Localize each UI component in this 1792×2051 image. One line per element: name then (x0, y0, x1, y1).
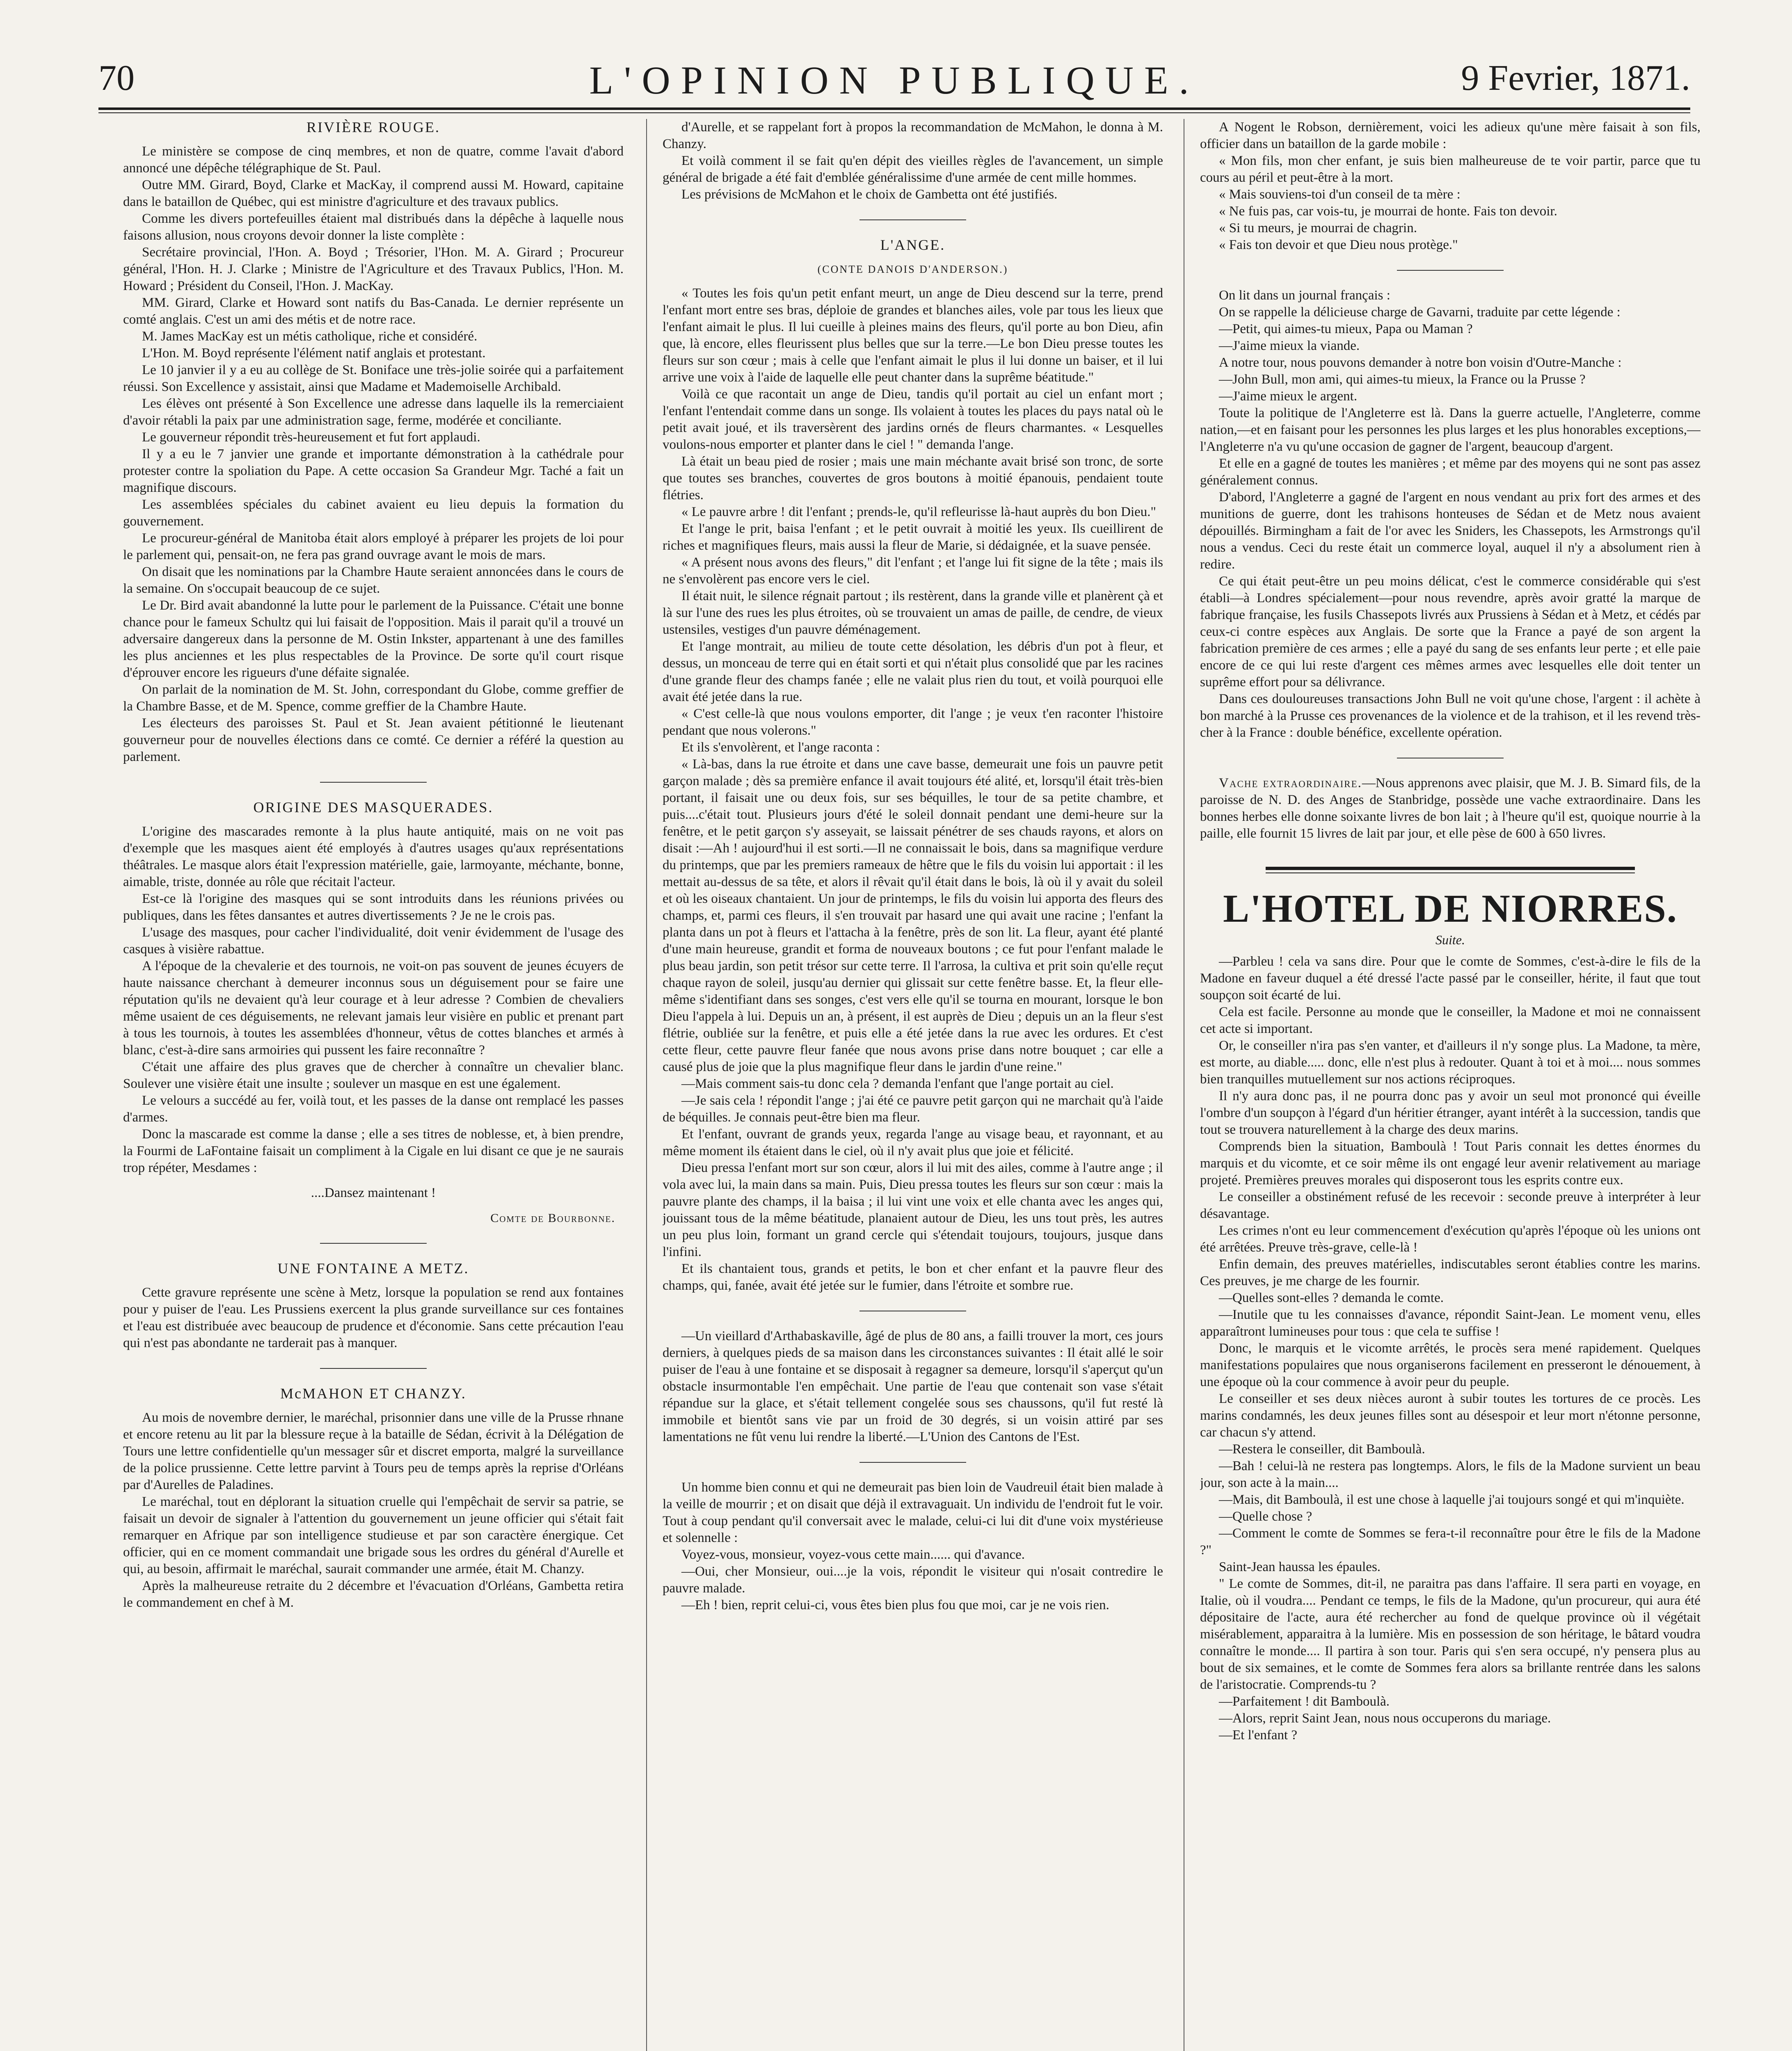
column-2 (663, 119, 1163, 2051)
paragraph: Comme les divers portefeuilles étaient mal distribués dans la dépêche à laquelle nous faisons allusion, nous croyons devoir donner la liste complète : (123, 211, 624, 243)
paragraph: —Comment le comte de Sommes se fera-t-il reconnaître pour être le fils de la Madone ?" (1200, 1526, 1701, 1558)
paragraph: —J'aime mieux la viande. (1219, 338, 1360, 353)
paragraph: d'Aurelle, et se rappelant fort à propos la recommandation de McMahon, le donna à M. Chanzy. (663, 120, 1163, 151)
paragraph: Outre MM. Girard, Boyd, Clarke et MacKay, il comprend aussi M. Howard, capitaine dans le bataillon de Québec, qui est ministre d'agriculture et des travaux publics. (123, 178, 624, 209)
paragraph: Là était un beau pied de rosier ; mais une main méchante avait brisé son tronc, de sorte que toutes ses branches, couvertes de gros boutons à moitié épanouis, pendaient toute flétries. (663, 454, 1163, 502)
paragraph: L'Hon. M. Boyd représente l'élément natif anglais et protestant. (142, 346, 486, 361)
paragraph: Le ministère se compose de cinq membres, et non de quatre, comme l'avait d'abord annoncé une dépêche télégraphique de St. Paul. (123, 144, 624, 176)
paragraph: Le conseiller et ses deux nièces auront à subir toutes les tortures de ce procès. Les marins condamnés, les deux jeunes filles sont au désespoir et leur mort n'étonne personne, car chacun s'y attend. (1200, 1391, 1701, 1440)
paragraph: Les électeurs des paroisses St. Paul et St. Jean avaient pétitionné le lieutenant gouverneur pour de nouvelles élections dans ce comté. Ce dernier a référé la question au parlement. (123, 716, 624, 764)
paragraph: Dieu pressa l'enfant mort sur son cœur, alors il lui mit des ailes, comme à l'autre ange ; il vola avec lui, la main dans sa main. Puis, Dieu pressa toutes les fleurs sur son cœur : mais la pauvre plante des champs, il la baisa ; il lui vint une voix et elle chanta avec les anges qui, jouissant tous de la même béatitude, planaient autour de Dieu, les uns tout près, les autres un peu plus loin, formant un grand cercle qui s'étendait toujours, toujours, jusque dans l'infini. (663, 1160, 1163, 1259)
paragraph: On lit dans un journal français : (1219, 288, 1390, 303)
paragraph: Est-ce là l'origine des masques qui se sont introduits dans les réunions privées ou publiques, dans les fêtes dansantes et autres divertissements ? Je ne le crois pas. (123, 891, 624, 923)
article-vache (1200, 775, 1701, 842)
paragraph: Enfin demain, des preuves matérielles, indiscutables seront établies contre les marins. Ces preuves, je me charge de les fournir. (1200, 1257, 1701, 1288)
paragraph: « Fais ton devoir et que Dieu nous protège." (1219, 238, 1458, 252)
paragraph: Et elle en a gagné de toutes les manières ; et même par des moyens qui ne sont pas assez généralement connus. (1200, 456, 1701, 488)
paragraph: Voilà ce que racontait un ange de Dieu, tandis qu'il portait au ciel un enfant mort ; l'enfant l'entendait comme dans un songe. Ils volaient à toutes les places du pays natal où le petit avait joué, et ils traversèrent des jardins ornés de fleurs charmantes. « Lesquelles voulons-nous emporter et planter dans le ciel ! " demanda l'ange. (663, 387, 1163, 452)
paragraph: « Toutes les fois qu'un petit enfant meurt, un ange de Dieu descend sur la terre, prend l'enfant mort entre ses bras, déploie de grandes et blanches ailes, vole par tous les lieux que l'enfant aimait le plus. Il lui cueille à pleines mains des fleurs, qu'il porte au bon Dieu, afin que, là encore, elles fleurissent plus belles que sur la terre.—Le bon Dieu presse toutes les fleurs sur son cœur ; mais à celle que l'enfant aimait le plus il lui donne un baiser, et il lui arrive une voix à l'aide de laquelle elle peut chanter dans la suprême béatitude." (663, 286, 1163, 385)
paragraph: —Et l'enfant ? (1219, 1728, 1298, 1743)
paragraph: Après la malheureuse retraite du 2 décembre et l'évacuation d'Orléans, Gambetta retira le commandement en chef à M. (123, 1578, 624, 1610)
paragraph: Le maréchal, tout en déplorant la situation cruelle qui l'empêchait de servir sa patrie, se faisait un devoir de signaler à l'attention du gouvernement un jeune officier qui s'était fait remarquer en Afrique par son intelligence studieuse et par son caractère énergique. Cet officier, qui en ce moment commandait une brigade sous les ordres du général d'Aurelle et qui, au besoin, affirmait le maréchal, saurait commander une armée, était M. Chanzy. (123, 1494, 624, 1576)
paragraph: Or, le conseiller n'ira pas s'en vanter, et d'ailleurs il n'y songe plus. La Madone, ta mère, est morte, au diable..... donc, elle n'est plus à redouter. Quant à toi et à moi.... nous sommes bien tranquilles mutuellement sur nos actions réciproques. (1200, 1038, 1701, 1087)
article-homme-vaudreuil (663, 1479, 1163, 1614)
paragraph: —Parfaitement ! dit Bamboulà. (1219, 1694, 1390, 1709)
masthead (98, 57, 1690, 107)
paragraph: Le Dr. Bird avait abandonné la lutte pour le parlement de la Puissance. C'était une bonne chance pour le fameux Schultz qui lui faisait de l'opposition. Mais il parait qu'il a trouvé un adversaire dangereux dans la personne de M. Ostin Inkster, appartenant à une des familles les plus anciennes et les plus respectables de la Province. De sorte qu'il court risque d'éprouver encore les rigueurs d'une défaite signalée. (123, 598, 624, 680)
paragraph: A Nogent le Robson, dernièrement, voici les adieux qu'une mère faisait à son fils, officier dans un bataillon de la garde mobile : (1200, 120, 1701, 151)
paragraph: C'était une affaire des plus graves que de chercher à connaître un chevalier blanc. Soulever une visière était une insulte ; soulever un masque en est une également. (123, 1060, 624, 1091)
masthead-rule-thin (98, 112, 1690, 113)
paragraph: Donc la mascarade est comme la danse ; elle a ses titres de noblesse, et, à bien prendre, la Fourmi de LaFontaine faisait un compliment à la Cigale en lui disant ce que je ne saurais trop répéter, Mesdames : (123, 1127, 624, 1175)
paragraph: Le conseiller a obstinément refusé de les recevoir : seconde preuve à interpréter à leur désavantage. (1200, 1190, 1701, 1221)
article-mcmahon (123, 1409, 624, 1611)
paragraph: « A présent nous avons des fleurs," dit l'enfant ; et l'ange lui fit signe de la tête ; mais ils ne s'envolèrent pas encore vers le ciel. (663, 555, 1163, 587)
paragraph: Un homme bien connu et qui ne demeurait pas bien loin de Vaudreuil était bien malade à la veille de mourrir ; et on disait que déjà il extravaguait. Un individu de l'endroit fut le voir. Tout à coup pendant qu'il conversait avec le malade, celui-ci lui dit d'une voix mystérieuse et solennelle : (663, 1480, 1163, 1545)
paragraph: Le gouverneur répondit très-heureusement et fut fort applaudi. (142, 430, 480, 445)
column-divider (646, 119, 647, 2051)
paragraph: Et l'ange montrait, au milieu de toute cette désolation, les débris d'un pot à fleur, et dessus, un monceau de terre qui en était sorti et qui n'était plus consolidé que par les racines d'une grande fleur des champs fanée ; elle ne valait plus rien du tout, et voilà pourquoi elle avait été jetée dans la rue. (663, 639, 1163, 704)
article-title-fontaine: UNE FONTAINE A METZ. (277, 1260, 469, 1277)
paragraph: —Je sais cela ! répondit l'ange ; j'ai été ce pauvre petit garçon qui ne marchait qu'à l'aide de béquilles. Je connais peut-être bien ma fleur. (663, 1093, 1163, 1125)
paragraph: Le velours a succédé au fer, voilà tout, et les passes de la danse ont remplacé les passes d'armes. (123, 1093, 624, 1125)
paragraph: " Le comte de Sommes, dit-il, ne paraitra pas dans l'affaire. Il sera parti en voyage, en Italie, où il voudra.... Pendant ce temps, le fils de la Madone, qu'un procureur, qui aura été dépositaire de l'acte, aura été rechercher au fond de quelque province où il végétait misérablement, apparaitra à la lumière. Mis en possession de son héritage, le bâtard voudra connaître le monde.... Il partira à son tour. Paris qui s'en sera occupé, n'y pensera plus au bout de six semaines, et le comte de Sommes fera alors sa brillante rentrée dans les salons de l'aristocratie. Comprends-tu ? (1200, 1576, 1701, 1692)
paragraph: L'origine des mascarades remonte à la plus haute antiquité, mais on ne voit pas d'exemple que les masques aient été employés à d'autres usages qu'aux représentations théâtrales. Le masque alors était l'expression matérielle, gaie, larmoyante, méchante, bonne, aimable, triste, donnée au rôle que récitait l'acteur. (123, 824, 624, 889)
article-vieillard: —Un vieillard d'Arthabaskaville, âgé de plus de 80 ans, a failli trouver la mort, ces jours derniers, à quelques pieds de sa maison dans les circonstances suivantes : Il était allé le soir puiser de l'eau à une fontaine et se disposait à regagner sa demeure, lorsqu'il s'aperçut qu'un obstacle insurmontable l'en empêchait. Une partie de l'eau que contenait son vase s'était répandue sur la glace, et s'était tellement congelée sous ses chaussons, qu'il fut resté là immobile et bientôt sans vie par un froid de 30 degrés, si un voisin attiré par ses lamentations ne fût venu lui rendre la liberté.—L'Union des Cantons de l'Est. (663, 1329, 1163, 1444)
paragraph: —Eh ! bien, reprit celui-ci, vous êtes bien plus fou que moi, car je ne vois rien. (681, 1598, 1109, 1612)
paragraph: —Quelles sont-elles ? demanda le comte. (1219, 1290, 1444, 1305)
paragraph: Et voilà comment il se fait qu'en dépit des vieilles règles de l'avancement, un simple général de brigade a été fait d'emblée généralissime d'une armée de cent mille hommes. (663, 153, 1163, 185)
paragraph: Les assemblées spéciales du cabinet avaient eu lieu depuis la formation du gouvernement. (123, 497, 624, 529)
paragraph: « Là-bas, dans la rue étroite et dans une cave basse, demeurait une fois un pauvre petit garçon malade ; dès sa première enfance il avait toujours été alité, et, lorsqu'il était très-bien portant, il faisait une ou deux fois, sur ses béquilles, le tour de sa petite chambre, et puis....c'était tout. Plusieurs jours d'été le soleil donnait pendant une demi-heure sur la fenêtre, et le petit garçon s'y asseyait, se laissait pénétrer de ses chauds rayons, et alors on disait :—Ah ! aujourd'hui il est sorti.—Il ne connaissait le bois, dans sa magnifique verdure du printemps, que par les premiers rameaux de hêtre que le fils du voisin lui apportait : il les mettait au-dessus de sa tête, et alors il rêvait qu'il était dans le bois, là où il y avait du soleil et où les oiseaux chantaient. Un jour de printemps, le fils du voisin lui apporta des fleurs des champs, et, parmi ces fleurs, il s'en trouvait par hasard une qui avait une racine ; l'enfant la planta dans un pot à fleurs et l'attacha à la fenêtre, près de son lit. La fleur, ayant été planté d'une main heureuse, grandit et forma de nouveaux boutons ; ce fut pour l'enfant malade le plus beau jardin, son petit trésor sur cette terre. Il l'arrosa, la cultiva et prit soin qu'elle reçut chaque rayon de soleil, jusqu'au dernier qui glissait sur cette fenêtre basse. Et, la fleur elle-même s'identifiant dans ses songes, c'est vers elle qu'il se tourna en mourant, lorsque le bon Dieu l'appela à lui. Depuis un an, à présent, il est auprès de Dieu ; depuis un an la fleur s'est flétrie, oubliée sur la fenêtre, et puis elle a été jetée dans la rue avec les ordures. Et c'est cette fleur, cette pauvre fleur fanée que nous avons prise dans notre bouquet ; car elle a causé plus de joie que la plus magnifique fleur dans le jardin d'une reine." (663, 757, 1163, 1074)
paragraph: —Inutile que tu les connaisses d'avance, répondit Saint-Jean. Le moment venu, elles apparaîtront lumineuses pour tous : que cela te suffise ! (1200, 1307, 1701, 1339)
article-riviere-rouge (123, 143, 624, 765)
paragraph: Et l'enfant, ouvrant de grands yeux, regarda l'ange au visage beau, et rayonnant, et au même moment ils étaient dans le ciel, où il n'y avait plus que joie et félicité. (663, 1127, 1163, 1158)
paragraph: Les élèves ont présenté à Son Excellence une adresse dans laquelle ils la remerciaient d'avoir rétabli la paix par une administration sage, ferme, modérée et conciliante. (123, 396, 624, 428)
paragraph: —Mais, dit Bamboulà, il est une chose à laquelle j'ai toujours songé et qui m'inquiète. (1219, 1492, 1685, 1507)
article-divider (859, 1462, 966, 1463)
paragraph: L'usage des masques, pour cacher l'individualité, doit venir évidemment de l'usage des casques à visière rabattue. (123, 925, 624, 957)
issue-date: 9 Fevrier, 1871. (1461, 58, 1690, 98)
paragraph: Secrétaire provincial, l'Hon. A. Boyd ; Trésorier, l'Hon. M. A. Girard ; Procureur général, l'Hon. H. J. Clarke ; Ministre de l'Agriculture et des Travaux Publics, l'Hon. M. Howard ; Président du Conseil, l'Hon. J. MacKay. (123, 245, 624, 293)
heading-rule-thin (1266, 872, 1635, 873)
paragraph: Il y a eu le 7 janvier une grande et importante démonstration à la cathédrale pour protester contre la spoliation du Pape. A cette occasion Sa Grandeur Mgr. Taché a fait un magnifique discours. (123, 447, 624, 495)
paragraph: Et l'ange le prit, baisa l'enfant ; et le petit ouvrait à moitié les yeux. Ils cueillirent de riches et magnifiques fleurs, mais aussi la fleur de Marie, si dédaignée, et la suave pensée. (663, 521, 1163, 553)
article-title-masquerades: ORIGINE DES MASQUERADES. (253, 799, 494, 815)
article-title-ange: L'ANGE. (880, 237, 946, 253)
paragraph: « Mais souviens-toi d'un conseil de ta mère : (1219, 187, 1461, 202)
paragraph: On parlait de la nomination de M. St. John, correspondant du Globe, comme greffier de la Chambre Basse, et de M. Spence, comme greffier de la Chambre Haute. (123, 682, 624, 714)
masthead-rule (98, 107, 1690, 110)
paragraph: Les crimes n'ont eu leur commencement d'exécution qu'après l'époque où les unions ont été arrêtées. Preuve très-grave, celle-là ! (1200, 1223, 1701, 1255)
paragraph: Cela est facile. Personne au monde que le conseiller, la Madone et moi ne connaissent cet acte si important. (1200, 1005, 1701, 1036)
article-vache-text: —Nous apprenons avec plaisir, que M. J. B. Simard fils, de la paroisse de N. D. des Anges de Stanbridge, possède une vache extraordinaire. Dans les bonnes herbes elle donne soixante livres de bon lait ; à l'heure qu'il est, quoique nourrie à la paille, elle fournit 15 livres de lait par jour, et elle pèse de 600 à 650 livres. (1200, 776, 1701, 841)
article-divider (859, 219, 966, 220)
paragraph: Voyez-vous, monsieur, voyez-vous cette main...... qui d'avance. (681, 1547, 1025, 1562)
article-masquerades (123, 823, 624, 1176)
author-signature: Comte de Bourbonne. (490, 1211, 615, 1225)
journal-title: L'OPINION PUBLIQUE. (589, 58, 1200, 102)
paragraph: —Mais comment sais-tu donc cela ? demanda l'enfant que l'ange portait au ciel. (681, 1076, 1114, 1091)
article-title-riviere-rouge: RIVIÈRE ROUGE. (306, 119, 440, 135)
paragraph: Cette gravure représente une scène à Metz, lorsque la population se rend aux fontaines pour y puiser de l'eau. Les Prussiens exercent la plus grande surveillance sur ces fontaines et l'eau est distribuée avec beaucoup de prudence et d'économie. Sans cette précaution l'eau qui n'est pas abondante ne tarderait pas à manquer. (123, 1285, 624, 1350)
column-1 (123, 119, 624, 2051)
article-divider (320, 1243, 427, 1244)
paragraph: —Petit, qui aimes-tu mieux, Papa ou Maman ? (1219, 322, 1473, 336)
article-fontaine (123, 1284, 624, 1352)
paragraph: —John Bull, mon ami, qui aimes-tu mieux, la France ou la Prusse ? (1219, 372, 1586, 387)
paragraph: Le 10 janvier il y a eu au collège de St. Boniface une très-jolie soirée qui a parfaitement réussi. Son Excellence y assistait, ainsi que Madame et Mademoiselle Archibald. (123, 363, 624, 394)
article-divider (320, 1368, 427, 1369)
paragraph: On disait que les nominations par la Chambre Haute seraient annoncées dans le cours de la semaine. On s'occupait beaucoup de ce sujet. (123, 564, 624, 596)
paragraph: —Alors, reprit Saint Jean, nous nous occuperons du mariage. (1219, 1711, 1551, 1726)
paragraph: —J'aime mieux le argent. (1219, 389, 1358, 404)
paragraph: —Parbleu ! cela va sans dire. Pour que le comte de Sommes, c'est-à-dire le fils de la Madone en faveur duquel a été dressé l'acte passé par le conseiller, hérite, il faut que tout soupçon soit écarté de lui. (1200, 954, 1701, 1003)
paragraph: Le procureur-général de Manitoba était alors employé à préparer les projets de loi pour le parlement qui, pensait-on, ne fera pas grand ouvrage avant le mois de mars. (123, 531, 624, 562)
paragraph: —Quelle chose ? (1219, 1509, 1312, 1524)
paragraph: « Le pauvre arbre ! dit l'enfant ; prends-le, qu'il refleurisse là-haut auprès du bon Dieu." (681, 505, 1157, 519)
article-title-mcmahon: McMAHON ET CHANZY. (280, 1385, 466, 1402)
heading-rule-thick (1266, 867, 1635, 870)
article-divider (1397, 270, 1504, 271)
paragraph: Toute la politique de l'Angleterre est là. Dans la guerre actuelle, l'Angleterre, comme nation,—et en faisant pour les personnes les plus larges et les plus honorables exceptions,—l'Angleterre n'a vu qu'une occasion de gagner de l'argent, beaucoup d'argent. (1200, 406, 1701, 454)
paragraph: —Restera le conseiller, dit Bamboulà. (1219, 1442, 1425, 1457)
page-number: 70 (98, 58, 135, 98)
paragraph: Saint-Jean haussa les épaules. (1219, 1560, 1381, 1574)
paragraph: « Mon fils, mon cher enfant, je suis bien malheureuse de te voir partir, parce que tu cours au péril et peut-être à la mort. (1200, 153, 1701, 185)
paragraph: Comprends bien la situation, Bamboulà ! Tout Paris connait les dettes énormes du marquis et du vicomte, et ce soir même ils ont engagé leur avenir relativement au mariage projeté. Premières preuves morales qui disposeront tous les esprits contre eux. (1200, 1139, 1701, 1188)
article-title-hotel-niorres: L'HOTEL DE NIORRES. (1223, 886, 1678, 930)
paragraph: Dans ces douloureuses transactions John Bull ne voit qu'une chose, l'argent : il achète à bon marché à la Prusse ces provenances de la violence et de la trahison, et il les revend très-cher à la France : double bénéfice, excellente opération. (1200, 692, 1701, 740)
paragraph: Et ils chantaient tous, grands et petits, le bon et cher enfant et la pauvre fleur des champs, qui, fanée, avait été jetée sur le fumier, dans l'étroite et sombre rue. (663, 1261, 1163, 1293)
paragraph: D'abord, l'Angleterre a gagné de l'argent en nous vendant au prix fort des armes et des munitions de guerre, dont les trahisons honteuses de Sédan et de Metz nous avaient dépouillés. Birmingham a fait de l'or avec les Sniders, les Chassepots, les Armstrongs qu'il nous a vendus. Ceci du reste était un commerce loyal, auquel il n'y a absolument rien à redire. (1200, 490, 1701, 572)
paragraph: Et ils s'envolèrent, et l'ange raconta : (681, 740, 880, 755)
article-subtitle-ange: (CONTE DANOIS D'ANDERSON.) (817, 263, 1008, 275)
article-nogent (1200, 119, 1701, 254)
paragraph: —Oui, cher Monsieur, oui....je la vois, répondit le visiteur qui n'osait contredire le pauvre malade. (663, 1564, 1163, 1596)
paragraph: A notre tour, nous pouvons demander à notre bon voisin d'Outre-Manche : (1219, 355, 1622, 370)
article-ange (663, 285, 1163, 1294)
article-mcmahon-continued (663, 119, 1163, 203)
article-hotel-niorres (1200, 953, 1701, 1744)
paragraph: « Ne fuis pas, car vois-tu, je mourrai de honte. Fais ton devoir. (1219, 204, 1557, 219)
paragraph: Les prévisions de McMahon et le choix de Gambetta ont été justifiés. (681, 187, 1058, 202)
paragraph: M. James MacKay est un métis catholique, riche et considéré. (142, 329, 478, 344)
paragraph: « C'est celle-là que nous voulons emporter, dit l'ange ; je veux t'en raconter l'histoire pendant que nous volerons." (663, 706, 1163, 738)
column-3 (1200, 119, 1701, 2051)
paragraph: Il n'y aura donc pas, il ne pourra donc pas y avoir un seul mot prononcé qui éveille l'ombre d'un soupçon à l'égard d'un héritier étranger, ayant intérêt à la succession, tandis que tout se trouvera naturellement à la charge des deux marins. (1200, 1089, 1701, 1137)
paragraph: Ce qui était peut-être un peu moins délicat, c'est le commerce considérable qui s'est établi—à Londres spécialement—pour nous revendre, après avoir gratté la marque de fabrique française, les fusils Chassepots livrés aux Prussiens à Sédan et à Metz, et cédés par ceux-ci contre espèces aux Anglais. De sorte que la France a payé de son argent la fabrication première de ces armes ; elle a payé du sang de ses enfants leur perte ; et elle paie encore de ce qui lui reste d'argent ces mêmes armes avec lesquelles elle doit tenter un suprême effort pour sa délivrance. (1200, 574, 1701, 690)
article-divider (320, 782, 427, 783)
article-subtitle-suite: Suite. (1435, 932, 1465, 947)
article-vache-lead: Vache extraordinaire. (1219, 776, 1362, 790)
paragraph: Donc, le marquis et le vicomte arrêtés, le procès sera mené rapidement. Quelques manifestations populaires que nous organiserons facilement en presseront le dénouement, à une époque où la cour commence à avoir peur du peuple. (1200, 1341, 1701, 1389)
paragraph: MM. Girard, Clarke et Howard sont natifs du Bas-Canada. Le dernier représente un comté anglais. C'est un ami des métis et de notre race. (123, 295, 624, 327)
paragraph: A l'époque de la chevalerie et des tournois, ne voit-on pas souvent de jeunes écuyers de haute naissance cherchant à demeurer inconnus sous un déguisement pour se faire une réputation qu'ils ne devaient qu'à leur courage et à leur adresse ? Combien de chevaliers même usaient de ces déguisements, ne relevant jamais leur visière en public et prenant part à tous les tournois, à toutes les assemblées d'honneur, vêtus de cottes blanches et armés à blanc, c'est-à-dire sans armoiries qui pussent les faire reconnaître ? (123, 959, 624, 1057)
article-journal-francais (1200, 287, 1701, 741)
paragraph: On se rappelle la délicieuse charge de Gavarni, traduite par cette légende : (1219, 305, 1621, 320)
paragraph: Au mois de novembre dernier, le maréchal, prisonnier dans une ville de la Prusse rhnane et encore retenu au lit par la blessure reçue à la bataille de Sédan, écrivit à la Délégation de Tours une lettre confidentielle qu'un messager sûr et discret emporta, malgré la surveillance de la police prussienne. Cette lettre parvint à Tours peu de temps après la reprise d'Orléans par d'Aurelles de Paladines. (123, 1410, 624, 1492)
paragraph: Il était nuit, le silence régnait partout ; ils restèrent, dans la grande ville et planèrent çà et là sur l'une des rues les plus étroites, où se trouvaient un amas de paille, de cendre, de vieux ustensiles, vestiges d'un pauvre déménagement. (663, 589, 1163, 637)
paragraph: « Si tu meurs, je mourrai de chagrin. (1219, 221, 1417, 235)
paragraph: —Bah ! celui-là ne restera pas longtemps. Alors, le fils de la Madone survient un beau jour, son acte à la main.... (1200, 1459, 1701, 1490)
quote-dansez: ....Dansez maintenant ! (311, 1185, 436, 1200)
